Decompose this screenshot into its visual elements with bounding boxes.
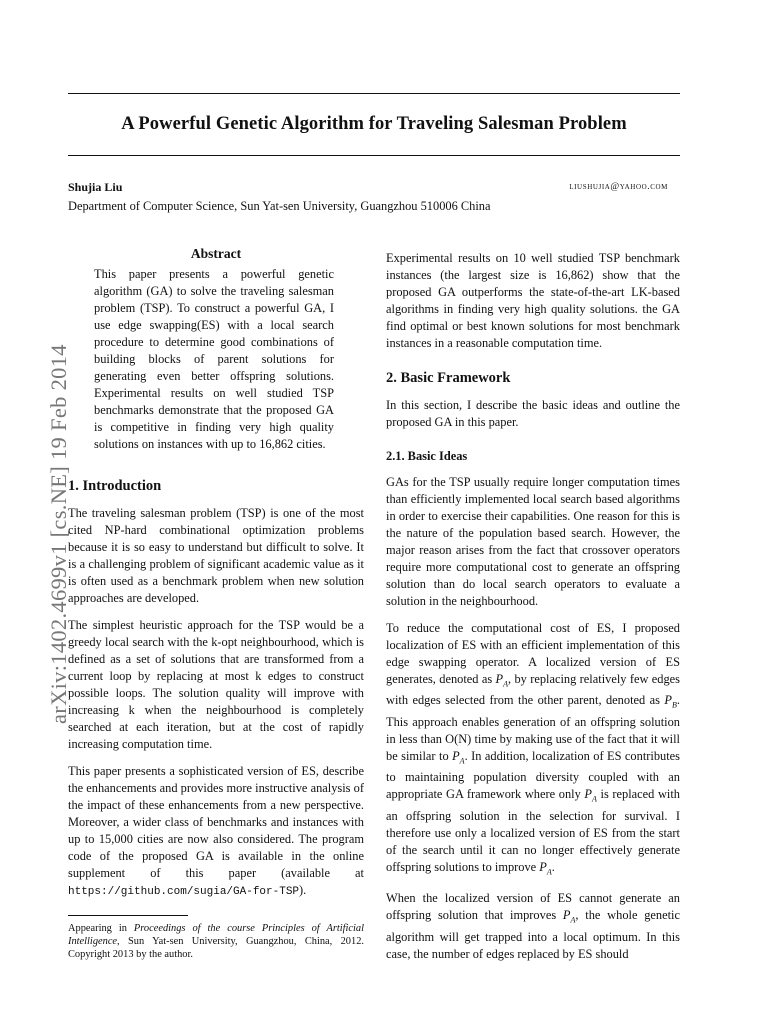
paper-title: A Powerful Genetic Algorithm for Traveling Salesman Problem: [121, 114, 627, 134]
footnote: [68, 922, 364, 961]
localization-paragraph: [386, 620, 680, 880]
intro-paragraph-3: [68, 763, 364, 901]
abstract-text: This paper presents a powerful genetic algorithm (GA) to solve the traveling salesman problem (TSP). To construct a powerful GA, I use edge swapping(ES) with a local search procedure to determine good combinations of building blocks of parent solutions for generating even better offspring solutions. Experimental results on well studied TSP benchmarks demonstrate that the proposed GA is competitive in finding very high quality solutions on instances with up to 16,862 cities.: [94, 267, 334, 451]
section-2-intro: In this section, I describe the basic ideas and outline the proposed GA in this paper.: [386, 398, 680, 429]
right-column: [386, 250, 680, 973]
abstract-heading: Abstract: [190, 246, 242, 261]
intro-paragraph-2: The simplest heuristic approach for the TSP would be a greedy local search with the k-opt neighbourhood, which is defined as a set of solutions that are transformed from a current loop by replacing at most k edges to construct possible loops. The solution quality will improve with increasing k when the neighbourhood is completely searched at each iteration, but at the cost of rapidly increasing computation time.: [68, 618, 364, 751]
localization-text-a: To reduce the computational cost of ES, I proposed localization of ES with an efficient implementation of this edge swapping operator. A localized version of ES generates, denoted as: [386, 621, 680, 686]
trapped-text-a: When the localized version of ES cannot generate an offspring solution that improves: [386, 891, 680, 923]
intro-paragraph-1: The traveling salesman problem (TSP) is one of the most cited NP-hard combinational optimization problems because it is so easy to understand but difficult to solve. It is a challenging problem of significant academic value as it is often used as a benchmark problem when new solution approaches are developed.: [68, 506, 364, 605]
symbol-p-b: $P_B$: [664, 693, 677, 710]
localization-text-c: . This approach enables generation of an offspring solution in less than O(N) time by making use of the fact that it will be similar to: [386, 693, 680, 763]
github-url-link[interactable]: https://github.com/sugia/GA-for-TSP: [68, 886, 300, 898]
basic-ideas-paragraph: GAs for the TSP usually require longer computation times than efficiently implemented local search based algorithms in order to exercise their capabilities. One reason for this is the nature of the population based search. However, the major reason arises from the fact that crossover operators require more computational cost to generate an offspring solution than do local search operators to evaluate a solution in the neighbourhood.: [386, 475, 680, 608]
footnote-suffix: , Sun Yat-sen University, Guangzhou, China, 2012. Copyright 2013 by the author.: [68, 936, 364, 960]
footnote-rule: [68, 915, 188, 916]
trapped-paragraph: [386, 890, 680, 962]
section-2-heading: 2. Basic Framework: [386, 370, 511, 386]
localization-text-e: is replaced with an offspring solution in the selection for survival. I therefore use only a localized version of ES from the start of the search until it can no longer effectively generate offspring solutions to improve: [386, 787, 680, 874]
title-rule-bottom: [68, 155, 680, 156]
symbol-p-a: $P_A$: [584, 787, 597, 804]
arxiv-stamp: arXiv:1402.4699v1 [cs.NE] 19 Feb 2014: [46, 344, 71, 724]
author-affiliation: Department of Computer Science, Sun Yat-sen University, Guangzhou 510006 China: [68, 199, 491, 213]
title-rule-top: [68, 93, 680, 94]
localization-text-d: . In addition, localization of ES contributes to maintaining population diversity coupled with an appropriate GA framework where only: [386, 748, 680, 802]
symbol-p-a: $P_A$: [562, 908, 576, 925]
author-name: Shujia Liu: [68, 180, 123, 194]
experimental-results-paragraph: Experimental results on 10 well studied TSP benchmark instances (the largest size is 16,862) show that the proposed GA outperforms the state-of-the-art LK-based algorithms in finding very high quality solutions. the GA find optimal or best known solutions for most benchmark instances in a reasonable computation time.: [386, 251, 680, 350]
symbol-p-a: $P_A$: [495, 672, 508, 689]
left-column: [68, 246, 364, 961]
trapped-text-b: , the whole genetic algorithm will get trapped into a local optimum. In this case, the number of edges replaced by ES should: [386, 908, 680, 961]
intro-paragraph-3-end: ).: [299, 883, 307, 897]
section-1-heading: 1. Introduction: [68, 478, 162, 494]
localization-text-f: .: [551, 859, 555, 874]
footnote-prefix: Appearing in: [68, 923, 134, 934]
intro-paragraph-3-text: This paper presents a sophisticated version of ES, describe the enhancements and provides more instructive analysis of the impact of these enhancements from a new perspective. Moreover, a wider class of benchmarks and instances with up to 15,000 cities are now also considered. The program code of the proposed GA is available in the online supplement of this paper (available at: [68, 764, 364, 880]
author-email: liushujia@yahoo.com: [569, 182, 668, 192]
symbol-p-a: $P_A$: [452, 748, 465, 766]
symbol-p-a: $P_A$: [539, 859, 552, 877]
localization-text-b: , by replacing relatively few edges with edges selected from the other parent, denoted as: [386, 672, 680, 708]
footnote-venue: Proceedings of the course Principles of Artificial Intelligence: [68, 923, 364, 947]
subsection-2-1-heading: 2.1. Basic Ideas: [386, 449, 468, 463]
